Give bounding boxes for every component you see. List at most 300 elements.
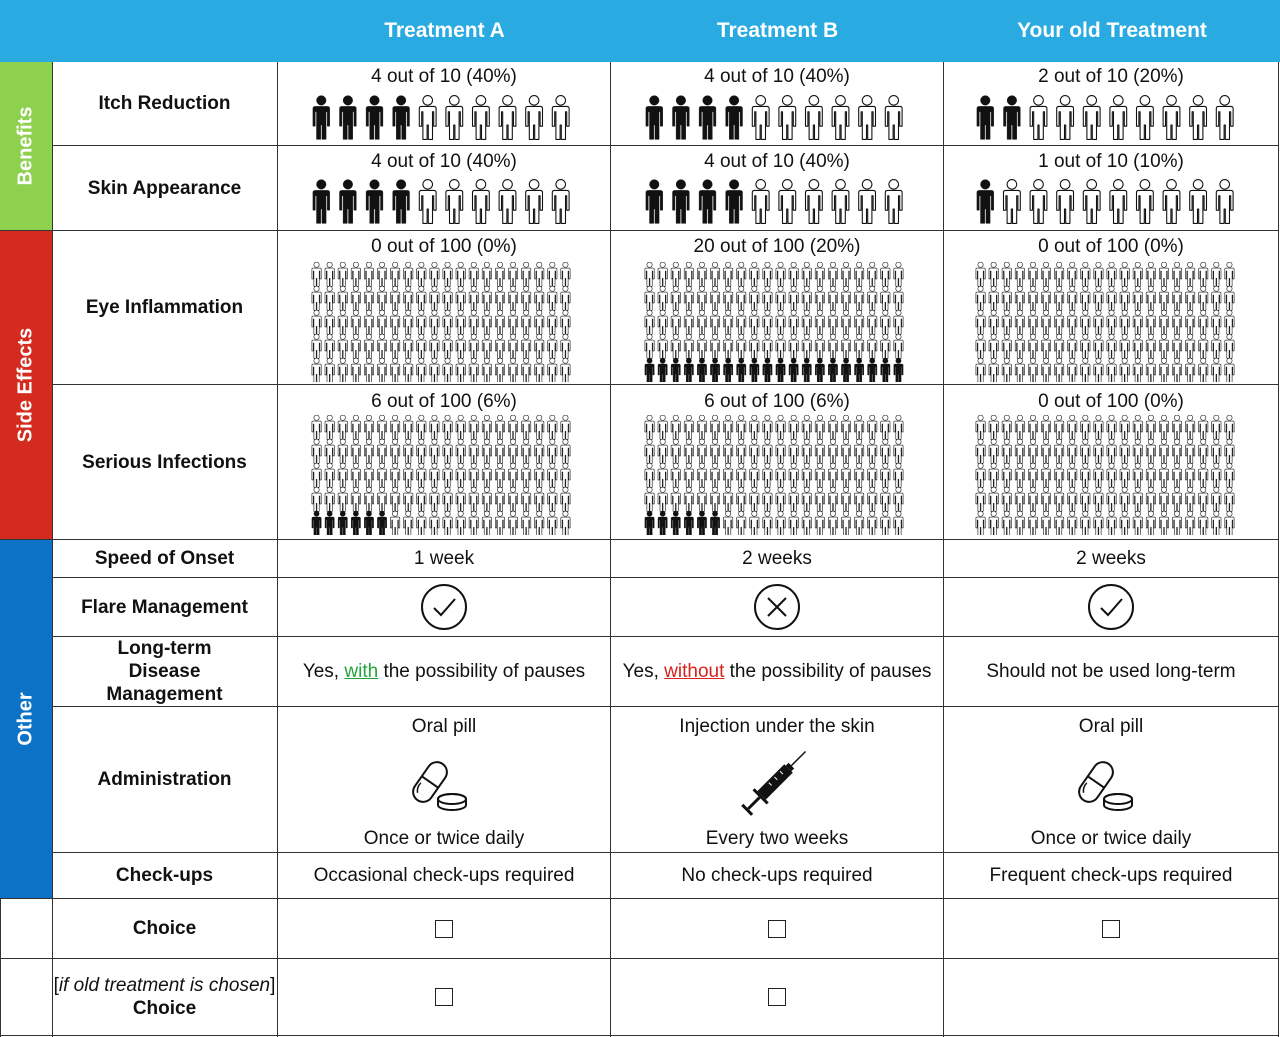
choice-a-cell: [278, 899, 610, 958]
person-icon-outline: [710, 286, 719, 310]
person-icon-outline: [828, 286, 837, 310]
choice-checkbox-a[interactable]: [435, 920, 453, 938]
person-icon-outline: [724, 310, 733, 334]
person-icon-outline: [868, 511, 877, 535]
person-icon-filled: [710, 511, 719, 535]
person-icon-outline: [1068, 415, 1077, 439]
person-icon-outline: [535, 358, 544, 382]
person-icon-outline: [469, 511, 478, 535]
person-icon-filled: [737, 358, 746, 382]
person-icon-filled: [855, 358, 864, 382]
person-icon-outline: [1186, 286, 1195, 310]
person-icon-outline: [1068, 262, 1077, 286]
person-icon-outline: [364, 415, 373, 439]
onset-b: 2 weeks: [742, 547, 812, 569]
person-icon-outline: [1002, 358, 1011, 382]
person-icon-outline: [671, 334, 680, 358]
person-icon-outline: [1225, 415, 1234, 439]
category-side-effects: Side Effects: [0, 231, 52, 539]
person-icon-outline: [391, 415, 400, 439]
person-icon-outline: [1107, 262, 1116, 286]
admin-old-top: Oral pill: [1078, 716, 1144, 737]
person-icon-outline: [1041, 439, 1050, 463]
person-icon-outline: [522, 415, 531, 439]
person-icon-outline: [789, 463, 798, 487]
person-icon-outline: [1159, 415, 1168, 439]
person-icon-filled: [340, 96, 357, 140]
person-icon-outline: [1068, 286, 1077, 310]
person-icon-outline: [1225, 310, 1234, 334]
person-icon-outline: [1146, 487, 1155, 511]
person-icon-outline: [482, 463, 491, 487]
person-icon-outline: [776, 262, 785, 286]
person-icon-outline: [1159, 487, 1168, 511]
person-icon-outline: [561, 415, 570, 439]
person-icon-outline: [325, 487, 334, 511]
person-icon-outline: [351, 262, 360, 286]
person-icon-outline: [671, 310, 680, 334]
person-icon-outline: [750, 310, 759, 334]
person-icon-outline: [989, 310, 998, 334]
person-icon-outline: [1225, 463, 1234, 487]
person-icon-outline: [684, 334, 693, 358]
person-icon-outline: [377, 358, 386, 382]
person-icon-outline: [508, 310, 517, 334]
person-icon-outline: [1159, 358, 1168, 382]
person-icon-outline: [404, 262, 413, 286]
person-icon-filled: [673, 180, 690, 224]
person-icon-outline: [1133, 334, 1142, 358]
person-icon-outline: [351, 286, 360, 310]
person-icon-outline: [1015, 439, 1024, 463]
person-icon-outline: [1159, 439, 1168, 463]
person-icon-outline: [1028, 310, 1037, 334]
person-icon-outline: [645, 487, 654, 511]
person-icon-outline: [495, 487, 504, 511]
person-icon-outline: [469, 487, 478, 511]
person-icon-outline: [976, 511, 985, 535]
person-icon-filled: [841, 358, 850, 382]
person-icon-outline: [802, 439, 811, 463]
person-icon-outline: [859, 180, 876, 224]
person-icon-outline: [750, 334, 759, 358]
person-icon-outline: [417, 334, 426, 358]
person-icon-outline: [724, 511, 733, 535]
row-label-administration: Administration: [97, 769, 232, 790]
pictograph-infection-a: [310, 415, 572, 535]
person-icon-outline: [710, 310, 719, 334]
person-icon-outline: [312, 310, 321, 334]
person-icon-filled: [393, 180, 410, 224]
person-icon-outline: [881, 487, 890, 511]
pictograph-eye-old: [974, 262, 1236, 382]
person-icon-outline: [750, 511, 759, 535]
person-icon-outline: [508, 439, 517, 463]
person-icon-outline: [1015, 511, 1024, 535]
grid-line: [1278, 62, 1279, 1037]
grid-line: [0, 1035, 1279, 1036]
person-icon-outline: [482, 511, 491, 535]
person-icon-outline: [1225, 262, 1234, 286]
person-icon-outline: [1041, 262, 1050, 286]
person-icon-outline: [828, 439, 837, 463]
person-icon-outline: [469, 358, 478, 382]
person-icon-outline: [1041, 463, 1050, 487]
person-icon-outline: [1083, 96, 1100, 140]
person-icon-outline: [1172, 262, 1181, 286]
person-icon-outline: [469, 310, 478, 334]
person-icon-outline: [1186, 334, 1195, 358]
person-icon-outline: [1186, 262, 1195, 286]
person-icon-outline: [1107, 310, 1116, 334]
person-icon-filled: [789, 358, 798, 382]
person-icon-filled: [645, 358, 654, 382]
person-icon-outline: [763, 487, 772, 511]
person-icon-filled: [697, 511, 706, 535]
person-icon-outline: [522, 310, 531, 334]
person-icon-outline: [338, 262, 347, 286]
person-icon-outline: [561, 511, 570, 535]
person-icon-outline: [894, 334, 903, 358]
person-icon-outline: [1055, 262, 1064, 286]
person-icon-outline: [1055, 286, 1064, 310]
person-icon-filled: [699, 96, 716, 140]
person-icon-outline: [473, 96, 490, 140]
person-icon-outline: [1055, 439, 1064, 463]
person-icon-outline: [1030, 96, 1047, 140]
person-icon-filled: [646, 96, 663, 140]
person-icon-outline: [710, 334, 719, 358]
person-icon-outline: [1172, 511, 1181, 535]
person-icon-outline: [1159, 511, 1168, 535]
person-icon-outline: [1172, 358, 1181, 382]
person-icon-outline: [737, 463, 746, 487]
person-icon-outline: [868, 334, 877, 358]
person-icon-outline: [989, 511, 998, 535]
pictograph-infection-b: [643, 415, 905, 535]
person-icon-outline: [526, 96, 543, 140]
person-icon-outline: [1107, 511, 1116, 535]
person-icon-outline: [1107, 439, 1116, 463]
column-header-treatment-a: Treatment A: [384, 19, 505, 42]
person-icon-outline: [789, 511, 798, 535]
person-icon-outline: [1055, 415, 1064, 439]
person-icon-outline: [1055, 511, 1064, 535]
choice-checkbox-b[interactable]: [768, 920, 786, 938]
person-icon-outline: [1041, 415, 1050, 439]
person-icon-outline: [841, 463, 850, 487]
person-icon-filled: [802, 358, 811, 382]
person-icon-outline: [1216, 180, 1233, 224]
person-icon-outline: [419, 180, 436, 224]
person-icon-outline: [1107, 334, 1116, 358]
person-icon-outline: [724, 334, 733, 358]
person-icon-outline: [482, 487, 491, 511]
person-icon-outline: [776, 439, 785, 463]
person-icon-outline: [548, 439, 557, 463]
person-icon-outline: [1107, 463, 1116, 487]
person-icon-outline: [1146, 262, 1155, 286]
person-icon-outline: [377, 415, 386, 439]
person-icon-outline: [482, 262, 491, 286]
person-icon-outline: [989, 463, 998, 487]
person-icon-outline: [430, 463, 439, 487]
person-icon-filled: [351, 511, 360, 535]
person-icon-outline: [763, 286, 772, 310]
person-icon-outline: [894, 463, 903, 487]
person-icon-outline: [1041, 286, 1050, 310]
onset-a: 1 week: [413, 547, 475, 569]
person-icon-outline: [750, 286, 759, 310]
person-icon-outline: [325, 463, 334, 487]
person-icon-outline: [881, 415, 890, 439]
person-icon-outline: [508, 463, 517, 487]
person-icon-outline: [881, 286, 890, 310]
person-icon-outline: [522, 487, 531, 511]
person-icon-outline: [763, 415, 772, 439]
person-icon-outline: [1212, 439, 1221, 463]
person-icon-outline: [1172, 487, 1181, 511]
person-icon-outline: [391, 262, 400, 286]
person-icon-outline: [671, 262, 680, 286]
conditional-choice-checkbox-a[interactable]: [435, 988, 453, 1006]
person-icon-outline: [1159, 262, 1168, 286]
person-icon-outline: [658, 487, 667, 511]
person-icon-filled: [366, 96, 383, 140]
person-icon-outline: [894, 415, 903, 439]
person-icon-outline: [1120, 487, 1129, 511]
flare-b-cell: [611, 578, 943, 636]
person-icon-outline: [737, 262, 746, 286]
person-icon-outline: [776, 334, 785, 358]
flare-old-cell: [944, 578, 1278, 636]
person-icon-outline: [976, 439, 985, 463]
person-icon-outline: [404, 487, 413, 511]
person-icon-outline: [404, 286, 413, 310]
person-icon-outline: [737, 439, 746, 463]
onset-old: 2 weeks: [1076, 547, 1146, 569]
person-icon-outline: [561, 334, 570, 358]
person-icon-outline: [495, 358, 504, 382]
person-icon-outline: [1133, 415, 1142, 439]
person-icon-outline: [828, 487, 837, 511]
person-icon-outline: [1199, 262, 1208, 286]
person-icon-filled: [726, 180, 743, 224]
person-icon-outline: [684, 463, 693, 487]
admin-b-top: Injection under the skin: [679, 716, 875, 737]
person-icon-outline: [391, 310, 400, 334]
person-icon-outline: [752, 180, 769, 224]
person-icon-outline: [855, 463, 864, 487]
person-icon-outline: [469, 334, 478, 358]
person-icon-outline: [855, 262, 864, 286]
person-icon-outline: [535, 487, 544, 511]
row-label-itch-reduction: Itch Reduction: [98, 93, 231, 114]
person-icon-outline: [535, 334, 544, 358]
choice2-a-cell: [278, 959, 610, 1035]
skin-b-caption: 4 out of 10 (40%): [704, 151, 850, 172]
pictograph-itch-a: [308, 94, 574, 142]
person-icon-outline: [1133, 463, 1142, 487]
person-icon-outline: [1212, 262, 1221, 286]
pictograph-skin-b: [641, 178, 907, 226]
person-icon-outline: [404, 439, 413, 463]
person-icon-outline: [312, 334, 321, 358]
person-icon-outline: [1041, 334, 1050, 358]
person-icon-outline: [658, 262, 667, 286]
row-label-check-ups: Check-ups: [115, 865, 214, 886]
person-icon-outline: [508, 511, 517, 535]
person-icon-outline: [443, 415, 452, 439]
person-icon-outline: [446, 96, 463, 140]
person-icon-outline: [1107, 415, 1116, 439]
person-icon-outline: [710, 415, 719, 439]
person-icon-outline: [1216, 96, 1233, 140]
person-icon-filled: [828, 358, 837, 382]
person-icon-outline: [391, 439, 400, 463]
checkups-old: Frequent check-ups required: [989, 864, 1233, 886]
person-icon-outline: [776, 415, 785, 439]
choice-checkbox-old[interactable]: [1102, 920, 1120, 938]
person-icon-outline: [1094, 439, 1103, 463]
person-icon-outline: [815, 511, 824, 535]
pill-icon: [1076, 756, 1136, 814]
person-icon-outline: [1159, 334, 1168, 358]
person-icon-outline: [1199, 463, 1208, 487]
person-icon-outline: [1186, 463, 1195, 487]
person-icon-outline: [1199, 310, 1208, 334]
person-icon-outline: [338, 487, 347, 511]
person-icon-outline: [535, 286, 544, 310]
person-icon-outline: [1190, 96, 1207, 140]
person-icon-outline: [645, 463, 654, 487]
person-icon-outline: [658, 415, 667, 439]
person-icon-outline: [364, 286, 373, 310]
person-icon-filled: [325, 511, 334, 535]
person-icon-outline: [658, 463, 667, 487]
person-icon-filled: [671, 358, 680, 382]
person-icon-outline: [697, 487, 706, 511]
person-icon-outline: [552, 96, 569, 140]
person-icon-outline: [989, 487, 998, 511]
person-icon-filled: [726, 96, 743, 140]
person-icon-outline: [1081, 334, 1090, 358]
person-icon-outline: [1146, 415, 1155, 439]
person-icon-outline: [737, 511, 746, 535]
person-icon-outline: [391, 487, 400, 511]
person-icon-outline: [1120, 439, 1129, 463]
conditional-choice-checkbox-b[interactable]: [768, 988, 786, 1006]
person-icon-outline: [535, 511, 544, 535]
person-icon-outline: [868, 262, 877, 286]
pill-icon: [410, 756, 470, 814]
person-icon-filled: [658, 358, 667, 382]
person-icon-outline: [1120, 463, 1129, 487]
person-icon-outline: [763, 439, 772, 463]
person-icon-outline: [1137, 96, 1154, 140]
person-icon-outline: [737, 487, 746, 511]
person-icon-outline: [495, 511, 504, 535]
person-icon-outline: [868, 463, 877, 487]
person-icon-outline: [832, 96, 849, 140]
person-icon-outline: [855, 334, 864, 358]
person-icon-outline: [1041, 358, 1050, 382]
person-icon-outline: [806, 180, 823, 224]
person-icon-outline: [881, 463, 890, 487]
person-icon-outline: [535, 439, 544, 463]
person-icon-filled: [313, 96, 330, 140]
person-icon-outline: [1146, 439, 1155, 463]
person-icon-outline: [312, 439, 321, 463]
person-icon-outline: [989, 334, 998, 358]
person-icon-outline: [1133, 262, 1142, 286]
person-icon-outline: [789, 487, 798, 511]
person-icon-outline: [535, 463, 544, 487]
person-icon-outline: [1225, 358, 1234, 382]
person-icon-outline: [763, 511, 772, 535]
person-icon-outline: [724, 262, 733, 286]
person-icon-outline: [1133, 286, 1142, 310]
person-icon-outline: [495, 334, 504, 358]
person-icon-outline: [645, 334, 654, 358]
person-icon-outline: [750, 415, 759, 439]
person-icon-outline: [1186, 511, 1195, 535]
person-icon-outline: [1055, 487, 1064, 511]
person-icon-outline: [658, 439, 667, 463]
choice-b-cell: [611, 899, 943, 958]
person-icon-outline: [1190, 180, 1207, 224]
person-icon-outline: [1172, 415, 1181, 439]
person-icon-outline: [508, 262, 517, 286]
person-icon-outline: [802, 463, 811, 487]
person-icon-outline: [338, 463, 347, 487]
person-icon-outline: [391, 334, 400, 358]
person-icon-outline: [430, 334, 439, 358]
person-icon-outline: [658, 310, 667, 334]
person-icon-outline: [1172, 334, 1181, 358]
person-icon-outline: [522, 463, 531, 487]
person-icon-outline: [697, 439, 706, 463]
person-icon-outline: [855, 511, 864, 535]
person-icon-outline: [1081, 310, 1090, 334]
person-icon-outline: [456, 310, 465, 334]
person-icon-outline: [1163, 96, 1180, 140]
person-icon-outline: [750, 463, 759, 487]
person-icon-outline: [1225, 487, 1234, 511]
person-icon-outline: [522, 286, 531, 310]
person-icon-outline: [1015, 334, 1024, 358]
person-icon-outline: [469, 415, 478, 439]
person-icon-outline: [658, 286, 667, 310]
person-icon-outline: [443, 286, 452, 310]
person-icon-outline: [417, 310, 426, 334]
person-icon-outline: [508, 415, 517, 439]
category-other: Other: [0, 540, 52, 898]
person-icon-outline: [377, 310, 386, 334]
person-icon-outline: [671, 439, 680, 463]
person-icon-outline: [417, 463, 426, 487]
pictograph-infection-old: [974, 415, 1236, 535]
person-icon-outline: [495, 463, 504, 487]
person-icon-outline: [1199, 286, 1208, 310]
person-icon-outline: [1030, 180, 1047, 224]
person-icon-outline: [495, 439, 504, 463]
person-icon-outline: [1028, 415, 1037, 439]
pictograph-skin-old: [972, 178, 1238, 226]
person-icon-outline: [1186, 310, 1195, 334]
person-icon-outline: [789, 439, 798, 463]
person-icon-outline: [976, 415, 985, 439]
